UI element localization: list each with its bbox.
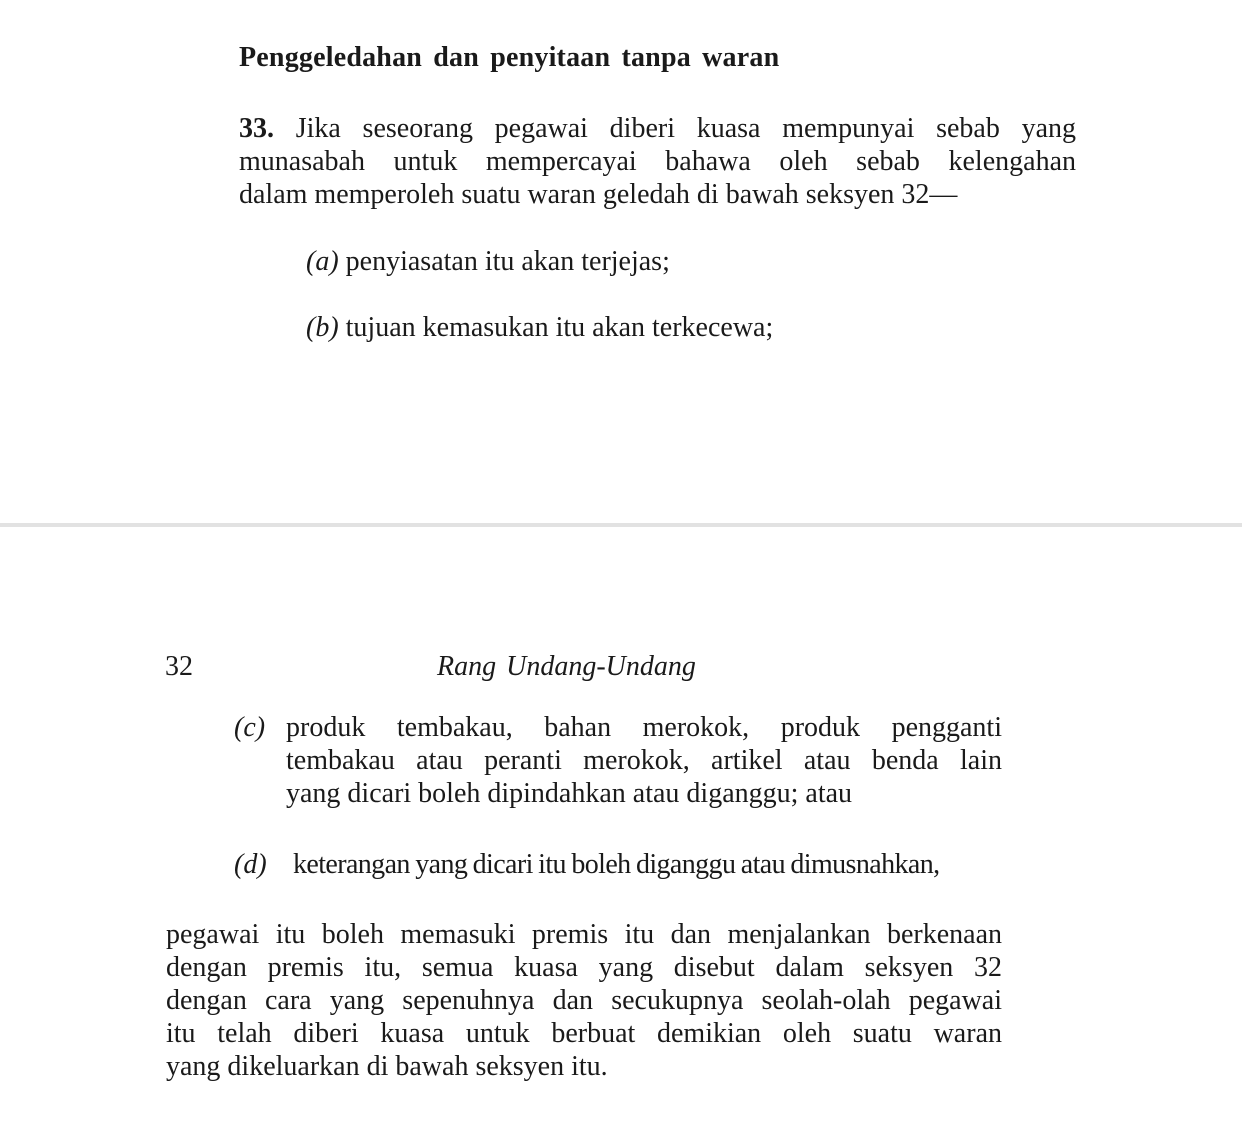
list-item-a: [306, 245, 670, 278]
section-33-paragraph: [239, 112, 1076, 211]
paragraph-line: dengan cara yang sepenuhnya dan secukupnya seolah-olah pegawai: [166, 985, 1002, 1016]
list-item-c: [286, 711, 1002, 810]
page-divider: [0, 523, 1242, 527]
item-text: keterangan yang dicari itu boleh diganggu atau dimusnahkan,: [293, 849, 940, 880]
running-title: Rang Undang-Undang: [437, 651, 696, 682]
item-line: yang dicari boleh dipindahkan atau diganggu; atau: [286, 778, 853, 809]
section-heading: Penggeledahan dan penyitaan tanpa waran: [239, 42, 780, 73]
section-number: 33.: [239, 113, 274, 144]
paragraph-line: dalam memperoleh suatu waran geledah di bawah seksyen 32—: [239, 179, 958, 210]
paragraph-line: pegawai itu boleh memasuki premis itu dan menjalankan berkenaan: [166, 919, 1002, 950]
paragraph-line: itu telah diberi kuasa untuk berbuat demikian oleh suatu waran: [166, 1018, 1002, 1049]
list-item-d: [234, 848, 940, 881]
item-label: (b): [306, 312, 339, 343]
paragraph-line: munasabah untuk mempercayai bahawa oleh sebab kelengahan: [239, 146, 1076, 177]
item-line: tembakau atau peranti merokok, artikel atau benda lain: [286, 745, 1002, 776]
page-number: 32: [165, 651, 193, 682]
closing-paragraph: [166, 918, 1002, 1083]
item-label-c: (c): [234, 712, 266, 743]
paragraph-line: yang dikeluarkan di bawah seksyen itu.: [166, 1051, 608, 1082]
item-label: (d): [234, 849, 267, 880]
document-page-top: [0, 0, 1242, 523]
paragraph-line: dengan premis itu, semua kuasa yang disebut dalam seksyen 32: [166, 952, 1002, 983]
item-text: penyiasatan itu akan terjejas;: [345, 246, 670, 277]
paragraph-line-text: Jika seseorang pegawai diberi kuasa mempunyai sebab yang: [295, 113, 1077, 144]
item-label: (a): [306, 246, 339, 277]
paragraph-line: [239, 112, 1076, 145]
list-item-b: [306, 311, 773, 344]
item-line: produk tembakau, bahan merokok, produk pengganti: [286, 712, 1002, 743]
item-text: tujuan kemasukan itu akan terkecewa;: [345, 312, 774, 343]
document-page-bottom: [0, 528, 1242, 1128]
